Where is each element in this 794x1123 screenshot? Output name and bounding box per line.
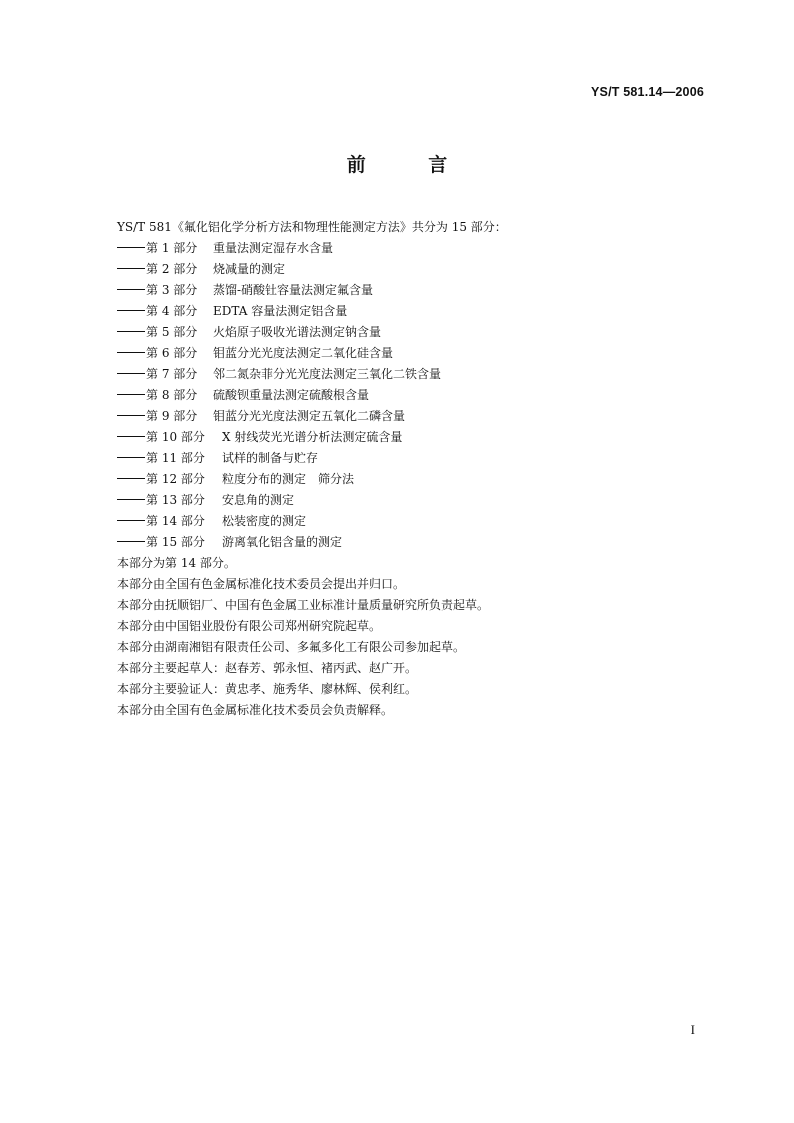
em-dash-marker <box>117 436 145 437</box>
statement-line: 本部分主要验证人：黄忠孝、施秀华、廖林辉、侯利红。 <box>117 682 418 696</box>
em-dash-marker <box>117 331 145 332</box>
part-list-item <box>117 511 707 532</box>
page-title: 前 言 <box>346 154 476 176</box>
foreword-body <box>117 217 707 721</box>
part-title: 游离氧化铝含量的测定 <box>222 535 343 549</box>
parts-list <box>117 238 707 553</box>
em-dash-marker <box>117 499 145 500</box>
part-number: 第 1 部分 <box>146 241 198 255</box>
part-title: 邻二氮杂菲分光光度法测定三氧化二铁含量 <box>213 367 442 381</box>
part-title: 重量法测定湿存水含量 <box>213 241 334 255</box>
statement-line: 本部分由中国铝业股份有限公司郑州研究院起草。 <box>117 619 382 633</box>
em-dash-marker <box>117 268 145 269</box>
part-title: 粒度分布的测定 筛分法 <box>222 472 355 486</box>
part-title: 松装密度的测定 <box>222 514 307 528</box>
part-title: 烧减量的测定 <box>213 262 286 276</box>
part-title: 钼蓝分光光度法测定二氧化硅含量 <box>213 346 394 360</box>
part-list-item <box>117 280 707 301</box>
em-dash-marker <box>117 394 145 395</box>
part-number: 第 7 部分 <box>146 367 198 381</box>
statement-line: 本部分为第 14 部分。 <box>117 556 236 570</box>
part-number: 第 2 部分 <box>146 262 198 276</box>
part-title: 安息角的测定 <box>222 493 295 507</box>
part-list-item <box>117 427 707 448</box>
em-dash-marker <box>117 310 145 311</box>
part-list-item <box>117 238 707 259</box>
part-number: 第 11 部分 <box>146 451 205 465</box>
part-list-item <box>117 322 707 343</box>
part-list-item <box>117 406 707 427</box>
part-number: 第 6 部分 <box>146 346 198 360</box>
statement-line: 本部分由全国有色金属标准化技术委员会提出并归口。 <box>117 577 406 591</box>
em-dash-marker <box>117 352 145 353</box>
part-number: 第 5 部分 <box>146 325 198 339</box>
part-list-item <box>117 448 707 469</box>
em-dash-marker <box>117 415 145 416</box>
part-title: 硫酸钡重量法测定硫酸根含量 <box>213 388 370 402</box>
part-list-item <box>117 343 707 364</box>
em-dash-marker <box>117 373 145 374</box>
em-dash-marker <box>117 457 145 458</box>
part-title: 火焰原子吸收光谱法测定钠含量 <box>213 325 382 339</box>
intro-paragraph: YS/T 581《氟化铝化学分析方法和物理性能测定方法》共分为 15 部分： <box>117 220 507 234</box>
em-dash-marker <box>117 478 145 479</box>
part-number: 第 10 部分 <box>146 430 205 444</box>
part-list-item <box>117 364 707 385</box>
statement-line: 本部分由全国有色金属标准化技术委员会负责解释。 <box>117 703 394 717</box>
part-title: 钼蓝分光光度法测定五氧化二磷含量 <box>213 409 406 423</box>
part-number: 第 12 部分 <box>146 472 205 486</box>
em-dash-marker <box>117 520 145 521</box>
part-list-item <box>117 469 707 490</box>
statement-line: 本部分主要起草人：赵春芳、郭永恒、褚丙武、赵广开。 <box>117 661 418 675</box>
part-number: 第 4 部分 <box>146 304 198 318</box>
part-title: 试样的制备与贮存 <box>222 451 319 465</box>
statement-line: 本部分由抚顺铝厂、中国有色金属工业标准计量质量研究所负责起草。 <box>117 598 490 612</box>
part-number: 第 13 部分 <box>146 493 205 507</box>
part-title: EDTA 容量法测定铝含量 <box>213 304 348 318</box>
part-title: 蒸馏-硝酸钍容量法测定氟含量 <box>213 283 374 297</box>
part-list-item <box>117 301 707 322</box>
em-dash-marker <box>117 289 145 290</box>
part-list-item <box>117 385 707 406</box>
em-dash-marker <box>117 541 145 542</box>
em-dash-marker <box>117 247 145 248</box>
statement-line: 本部分由湖南湘铝有限责任公司、多氟多化工有限公司参加起草。 <box>117 640 466 654</box>
part-list-item <box>117 490 707 511</box>
part-title: X 射线荧光光谱分析法测定硫含量 <box>222 430 403 444</box>
part-number: 第 14 部分 <box>146 514 205 528</box>
statements-list <box>117 553 707 721</box>
part-list-item <box>117 259 707 280</box>
part-number: 第 15 部分 <box>146 535 205 549</box>
part-number: 第 9 部分 <box>146 409 198 423</box>
part-number: 第 3 部分 <box>146 283 198 297</box>
part-number: 第 8 部分 <box>146 388 198 402</box>
page-number: I <box>690 1022 695 1037</box>
part-list-item <box>117 532 707 553</box>
document-code: YS/T 581.14—2006 <box>591 85 704 99</box>
